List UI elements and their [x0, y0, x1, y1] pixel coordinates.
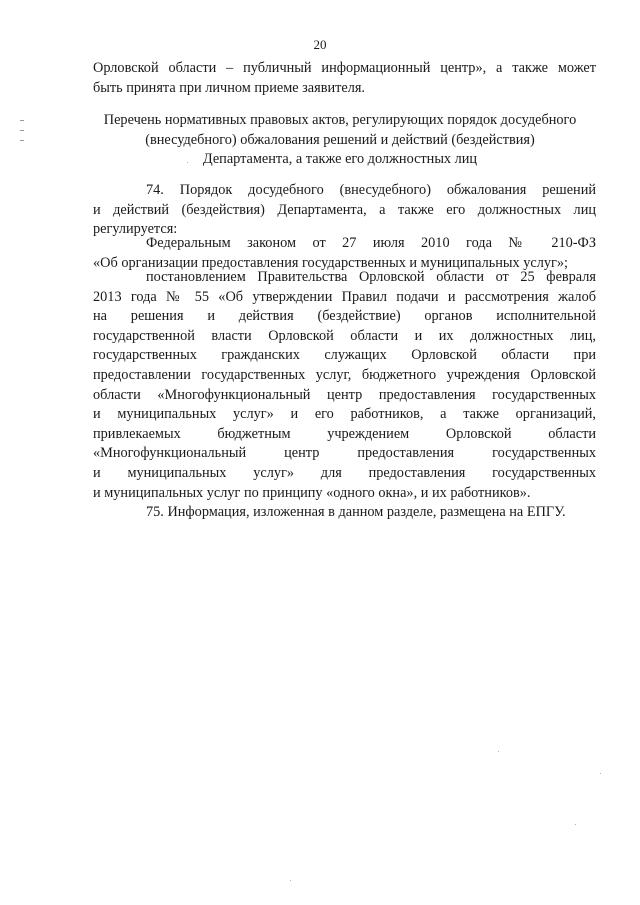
paragraph-line: 2013 года № 55 «Об утверждении Правил подачи и рассмотрения жалоб — [93, 288, 596, 305]
paragraph-line: и действий (бездействия) Департамента, а также его должностных лиц — [93, 201, 596, 218]
scan-speck — [575, 824, 576, 825]
paragraph-line: и муниципальных услуг» и его работников, а также организаций, — [93, 406, 596, 423]
heading-line: Департамента, а также его должностных лиц — [202, 151, 478, 168]
paragraph-line: «Об организации предоставления государственных и муниципальных услуг»; — [93, 254, 568, 271]
scan-speck — [498, 751, 499, 752]
paragraph-line: предоставлении государственных услуг, бюджетного учреждения Орловской — [93, 366, 596, 383]
scan-speck — [600, 773, 601, 774]
scan-speck — [187, 162, 188, 163]
scan-mark — [20, 130, 24, 131]
paragraph-line: Федеральным законом от 27 июля 2010 года № 210-ФЗ — [146, 235, 596, 251]
scan-margin-marks — [20, 120, 32, 160]
section-heading — [60, 111, 620, 170]
paragraph-line: государственных гражданских служащих Орловской области при — [93, 347, 596, 364]
heading-line: Перечень нормативных правовых актов, регулирующих порядок досудебного — [103, 112, 577, 128]
paragraph-line: постановлением Правительства Орловской области от 25 февраля — [146, 269, 596, 285]
intro-paragraph — [93, 59, 596, 98]
paragraph-line: привлекаемых бюджетным учреждением Орловской области — [93, 425, 596, 442]
scan-speck — [290, 880, 291, 881]
heading-line: (внесудебного) обжалования решений и действий (бездействия) — [145, 131, 535, 148]
paragraph-line: «Многофункциональный центр предоставления государственных — [93, 445, 596, 462]
page-number: 20 — [313, 37, 327, 52]
paragraph-line: государственной власти Орловской области и их должностных лиц, — [93, 327, 596, 344]
paragraph-line: области «Многофункциональный центр предоставления государственных — [93, 386, 596, 403]
paragraph-line: 74. Порядок досудебного (внесудебного) обжалования решений — [146, 182, 596, 198]
paragraph-line: и муниципальных услуг по принципу «одного окна», и их работников». — [93, 484, 531, 501]
intro-line: Орловской области – публичный информационный центр», а также может — [93, 60, 596, 76]
resolution-item — [93, 268, 596, 503]
paragraph-line: регулируется: — [93, 221, 178, 238]
paragraph-74 — [93, 181, 596, 240]
scan-mark — [20, 140, 24, 141]
paragraph-75 — [93, 503, 596, 523]
paragraph-line: и муниципальных услуг» для предоставления государственных — [93, 464, 596, 481]
scan-mark — [20, 120, 24, 121]
paragraph-line: 75. Информация, изложенная в данном разделе, размещена на ЕПГУ. — [146, 504, 566, 520]
intro-line: быть принята при личном приеме заявителя. — [93, 79, 366, 96]
paragraph-line: на решения и действия (бездействие) органов исполнительной — [93, 308, 596, 325]
